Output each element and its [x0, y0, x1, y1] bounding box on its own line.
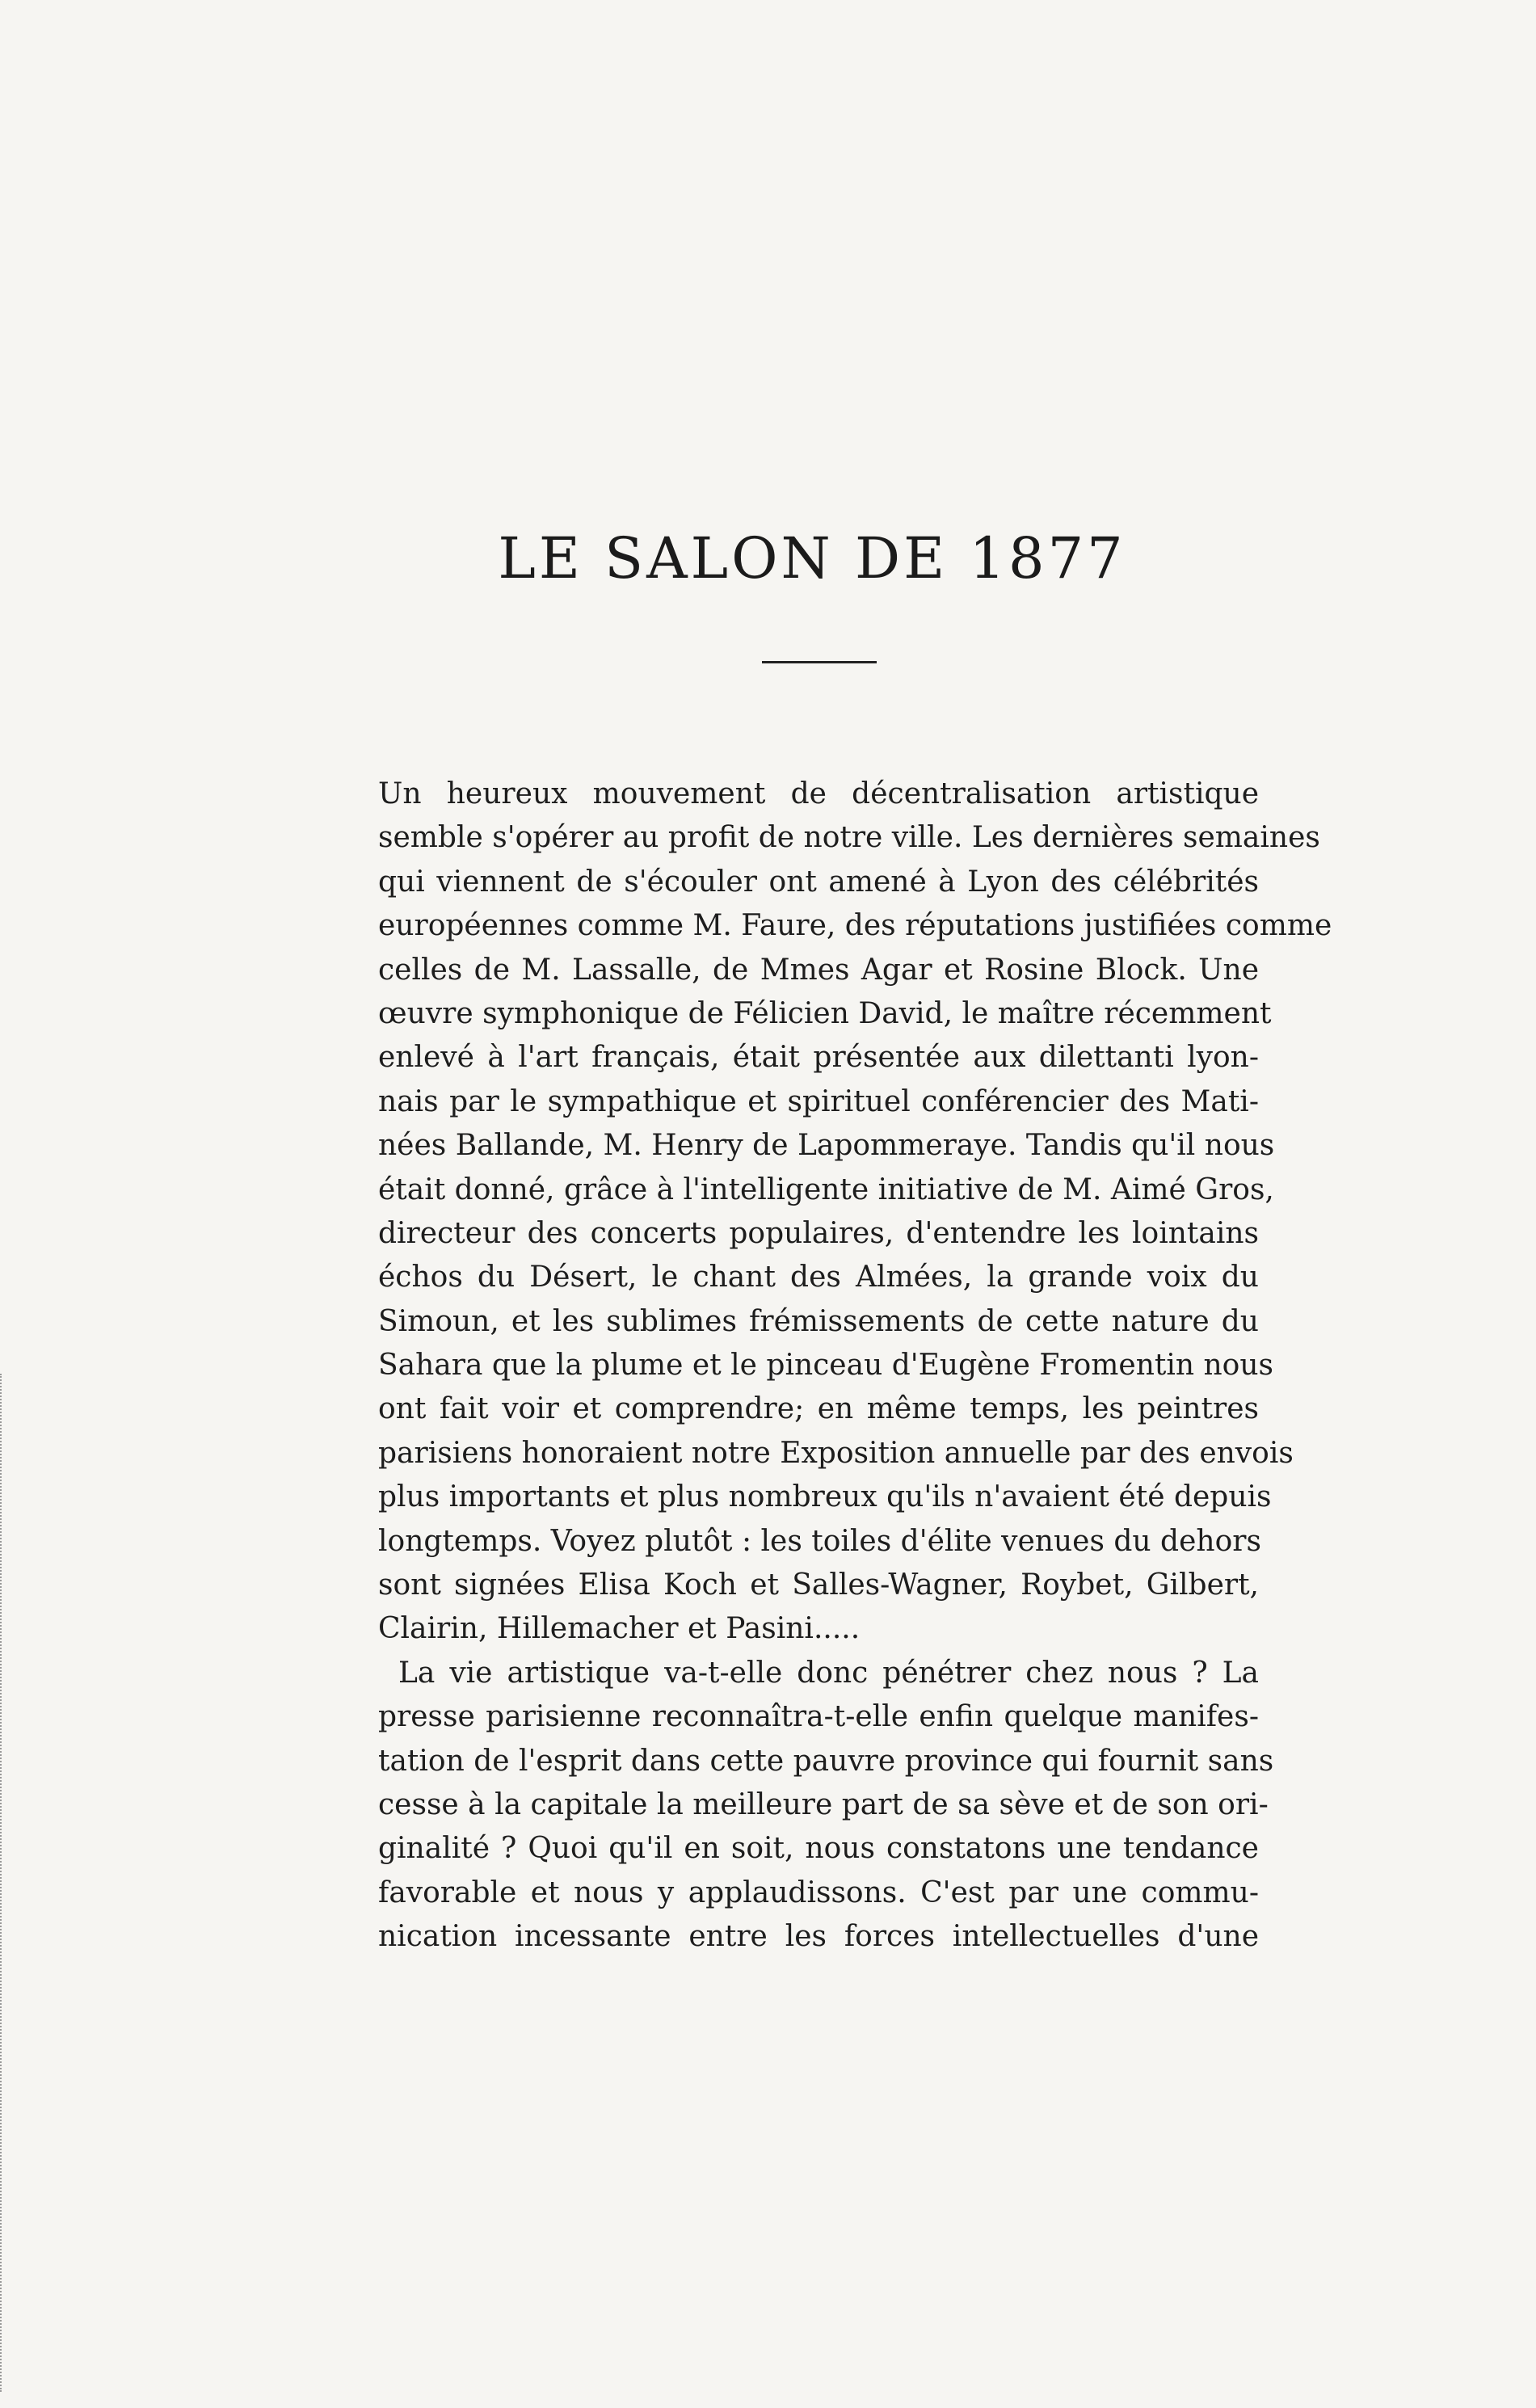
text-line: semble s'opérer au profit de notre ville. Les dernières semaines — [378, 821, 1320, 855]
text-line: nées Ballande, M. Henry de Lapommeraye. Tandis qu'il nous — [378, 1129, 1275, 1163]
page-edge-marks — [0, 1374, 6, 2392]
text-line: favorable et nous y applaudissons. C'est par une commu- — [378, 1875, 1259, 1909]
text-line: La vie artistique va-t-elle donc pénétrer chez nous ? La — [398, 1656, 1259, 1690]
text-line: parisiens honoraient notre Exposition annuelle par des envois — [378, 1436, 1294, 1470]
text-line: Sahara que la plume et le pinceau d'Eugène Fromentin nous — [378, 1349, 1274, 1383]
text-line: sont signées Elisa Koch et Salles-Wagner, Roybet, Gilbert, — [378, 1568, 1259, 1602]
text-line: Simoun, et les sublimes frémissements de cette nature du — [378, 1304, 1259, 1338]
title-divider — [762, 661, 877, 663]
text-line: longtemps. Voyez plutôt : les toiles d'élite venues du dehors — [378, 1524, 1261, 1558]
text-line: enlevé à l'art français, était présentée aux dilettanti lyon- — [378, 1041, 1259, 1075]
text-line: était donné, grâce à l'intelligente initiative de M. Aimé Gros, — [378, 1172, 1274, 1206]
text-line: ginalité ? Quoi qu'il en soit, nous constatons une tendance — [378, 1832, 1259, 1866]
text-line: nication incessante entre les forces intellectuelles d'une — [378, 1920, 1259, 1954]
text-line: nais par le sympathique et spirituel conférencier des Mati- — [378, 1084, 1259, 1118]
text-line: plus importants et plus nombreux qu'ils n'avaient été depuis — [378, 1480, 1272, 1514]
text-line: européennes comme M. Faure, des réputations justifiées comme — [378, 909, 1332, 943]
text-line: celles de M. Lassalle, de Mmes Agar et Rosine Block. Une — [378, 953, 1259, 987]
text-line: tation de l'esprit dans cette pauvre province qui fournit sans — [378, 1744, 1274, 1778]
text-line: presse parisienne reconnaîtra-t-elle enfin quelque manifes- — [378, 1700, 1259, 1734]
text-line: ont fait voir et comprendre; en même temps, les peintres — [378, 1392, 1259, 1426]
text-line: Clairin, Hillemacher et Pasini..... — [378, 1612, 861, 1646]
text-line: cesse à la capitale la meilleure part de sa sève et de son ori- — [378, 1787, 1269, 1821]
text-line: qui viennent de s'écouler ont amené à Lyon des célébrités — [378, 865, 1259, 899]
text-line: œuvre symphonique de Félicien David, le maître récemment — [378, 996, 1272, 1030]
text-line: directeur des concerts populaires, d'entendre les lointains — [378, 1216, 1259, 1250]
text-line: Un heureux mouvement de décentralisation artistique — [378, 777, 1259, 810]
text-line: échos du Désert, le chant des Almées, la grande voix du — [378, 1261, 1259, 1295]
body-paragraphs — [378, 772, 1332, 1960]
page-title: LE SALON DE 1877 — [498, 525, 1126, 591]
